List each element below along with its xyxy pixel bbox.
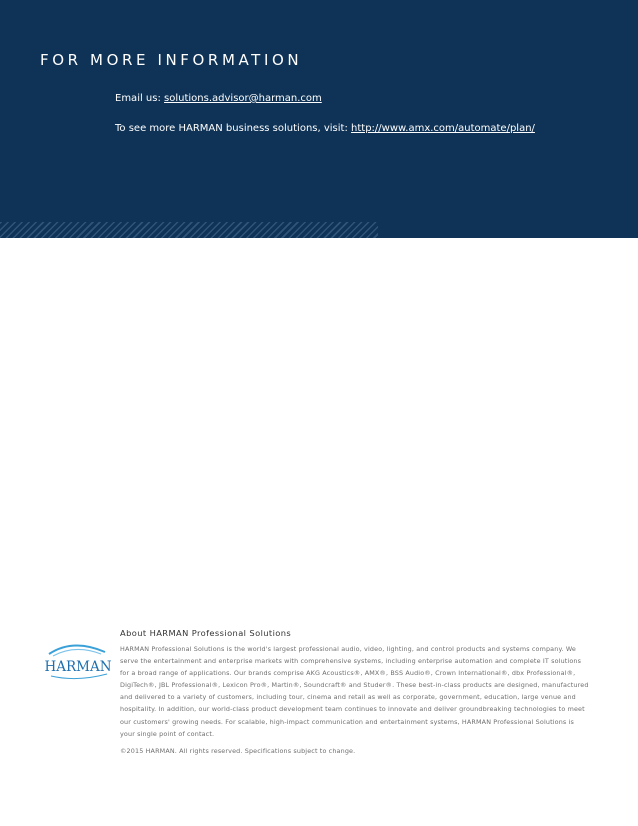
- email-link[interactable]: solutions.advisor@harman.com: [164, 93, 322, 104]
- diagonal-stripe-decoration: [0, 222, 378, 238]
- email-line: [115, 93, 322, 104]
- banner-title: FOR MORE INFORMATION: [40, 51, 303, 69]
- about-title: About HARMAN Professional Solutions: [120, 628, 292, 638]
- about-body: HARMAN Professional Solutions is the world's largest professional audio, video, lighting, and control products and systems company. We serve the entertainment and enterprise markets with comprehensive systems, including enterprise automation and complete IT solutions for a broad range of applications. Our brands comprise AKG Acoustics®, AMX®, BSS Audio®, Crown International®, dbx Professional®, DigiTech®, JBL Professional®, Lexicon Pro®, Martin®, Soundcraft® and Studer®. These best-in-class products are designed, manufactured and delivered to a variety of customers, including tour, cinema and retail as well as corporate, government, education, large venue and hospitality. In addition, our world-class product development team continues to innovate and deliver groundbreaking technologies to meet our customers' growing needs. For scalable, high-impact communication and entertainment systems, HARMAN Professional Solutions is your single point of contact.: [120, 645, 589, 738]
- harman-logo: [43, 640, 113, 682]
- visit-link[interactable]: http://www.amx.com/automate/plan/: [351, 123, 535, 134]
- harman-logo-swoosh-icon: [43, 640, 113, 682]
- about-section: [120, 628, 590, 740]
- logo-wordmark: HARMAN: [44, 659, 112, 675]
- copyright-text: ©2015 HARMAN. All rights reserved. Specifications subject to change.: [120, 747, 356, 755]
- visit-line: [115, 123, 535, 134]
- email-label: Email us:: [115, 93, 165, 104]
- visit-label: To see more HARMAN business solutions, visit:: [115, 123, 352, 134]
- info-banner: [0, 0, 638, 238]
